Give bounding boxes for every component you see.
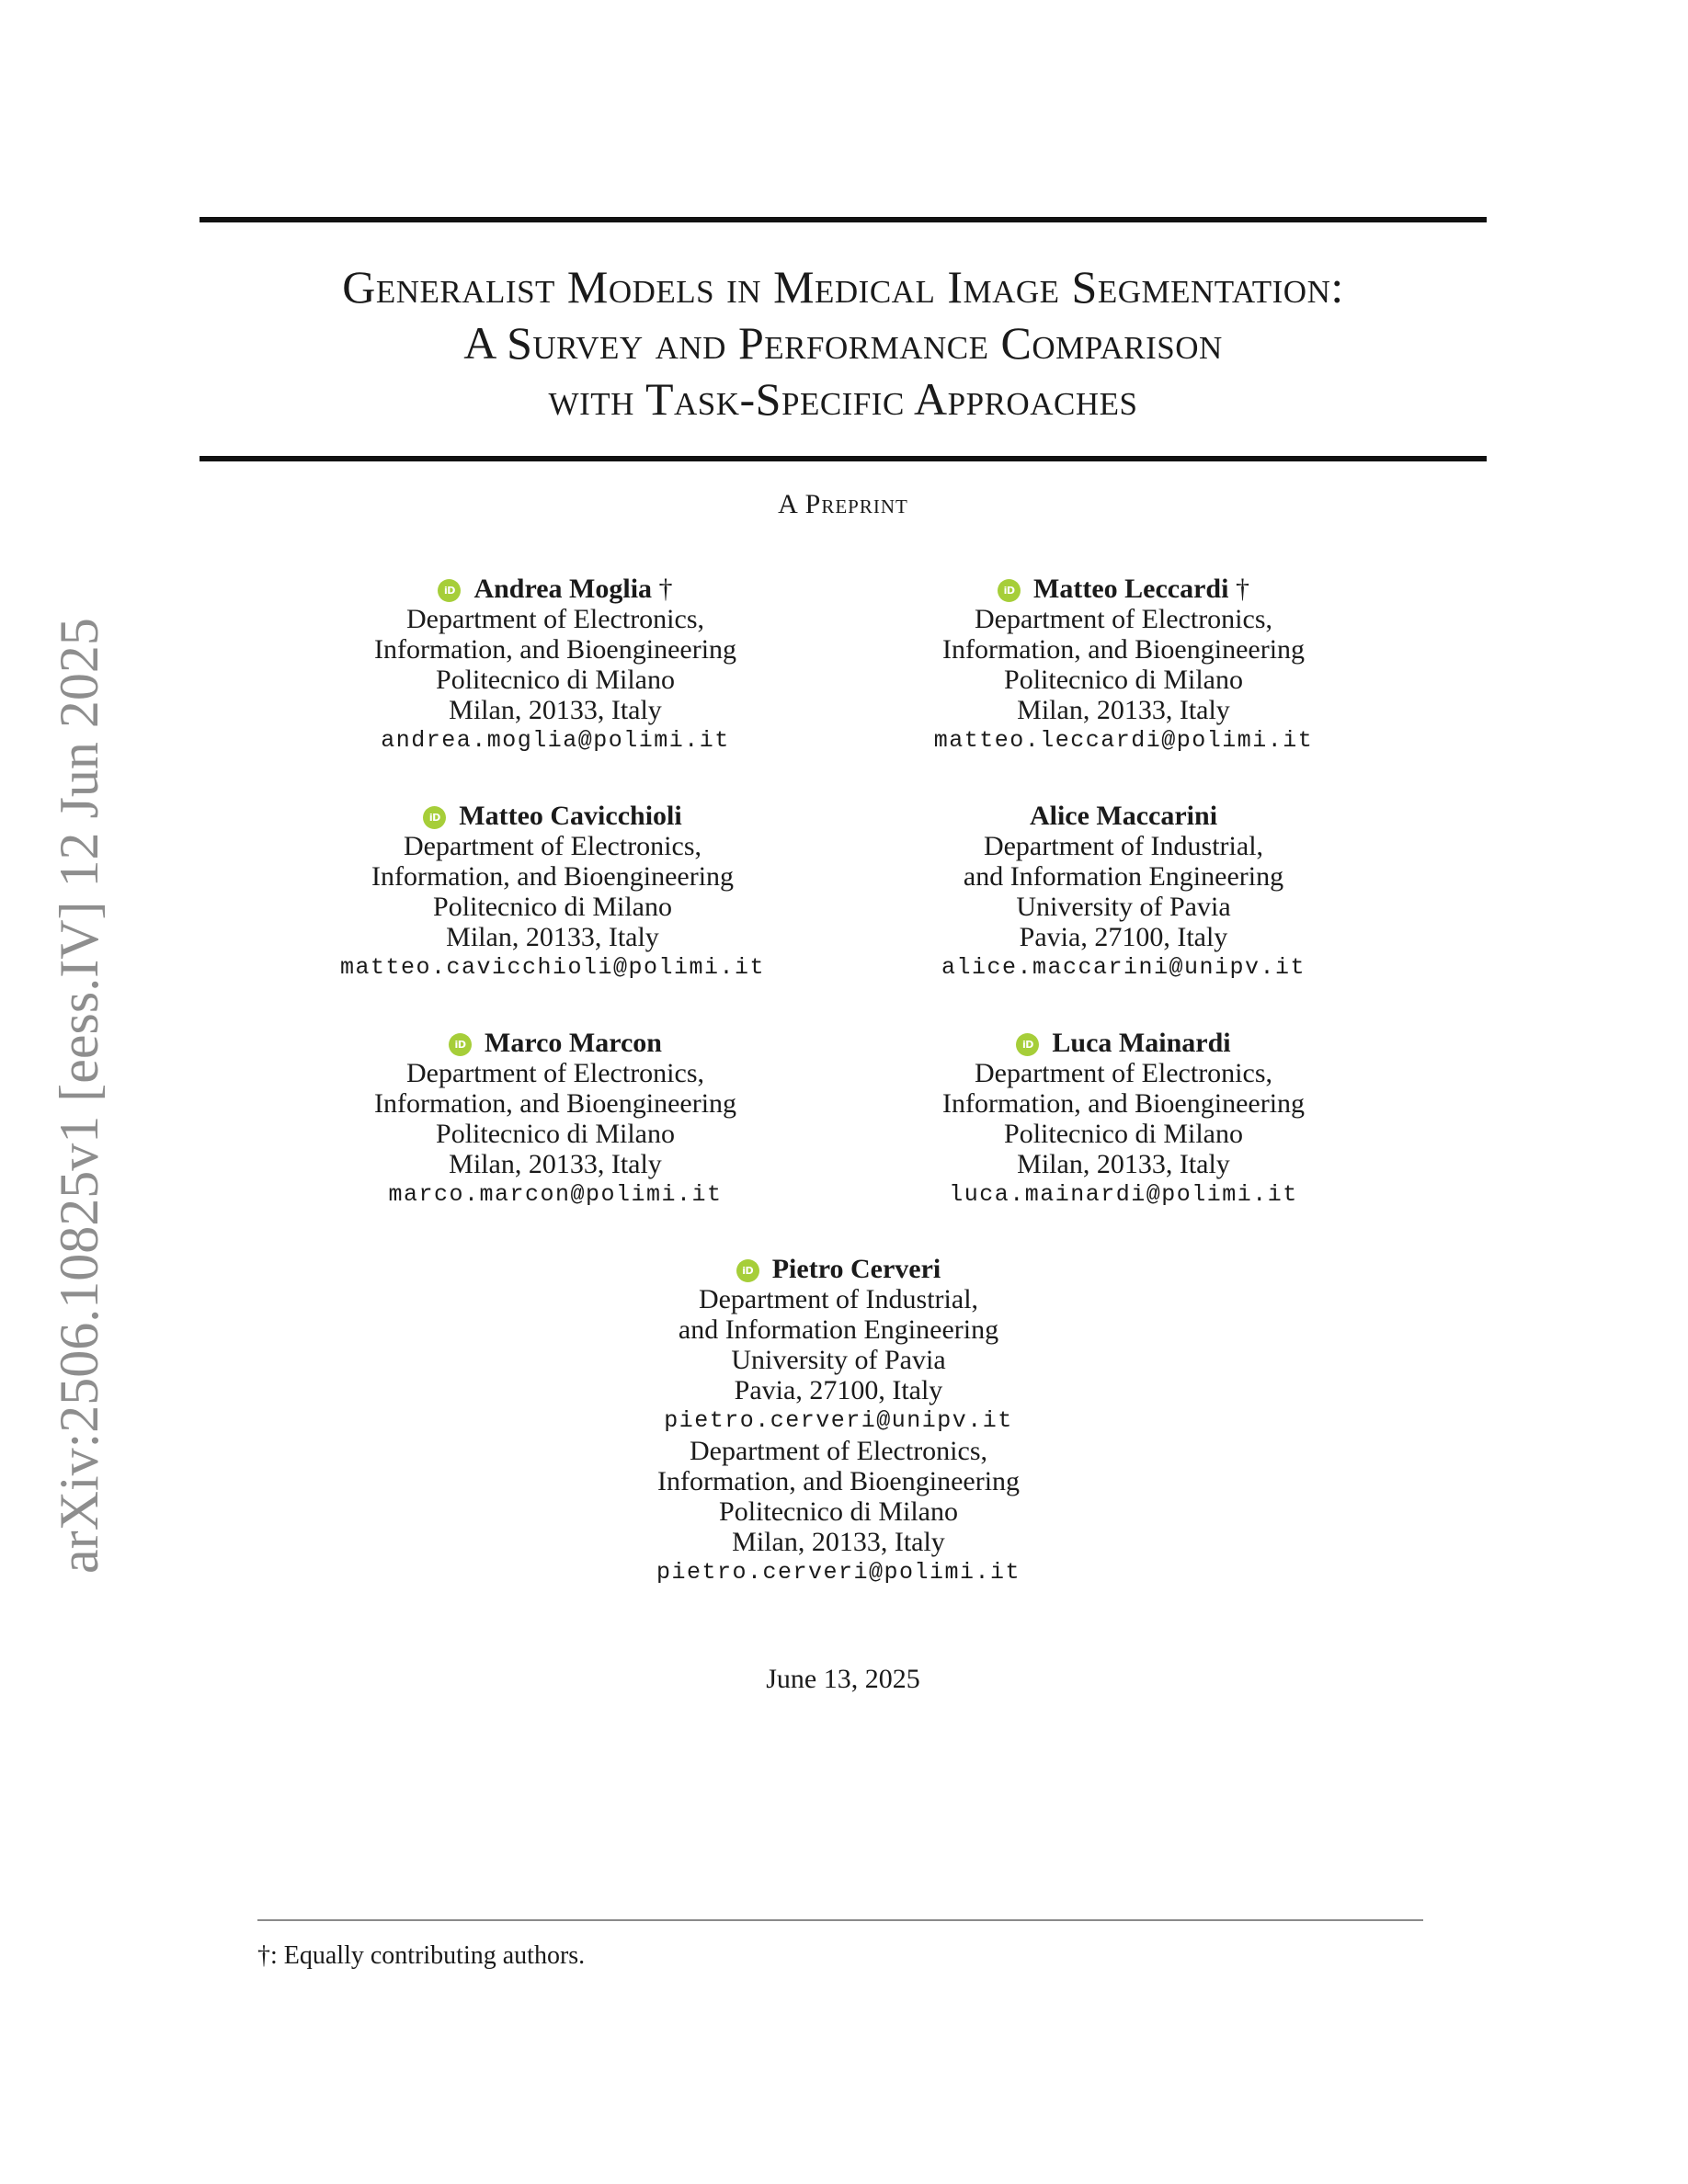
author-email[interactable]: pietro.cerveri@unipv.it: [664, 1407, 1013, 1434]
orcid-icon[interactable]: iD: [998, 579, 1021, 602]
orcid-icon[interactable]: iD: [423, 806, 446, 829]
title-rule-bottom: [200, 456, 1487, 461]
equal-contribution-mark: †: [658, 574, 673, 604]
affiliation-line: Politecnico di Milano: [719, 1496, 958, 1527]
footnote: †: Equally contributing authors.: [257, 1941, 586, 1970]
affiliation-line: Milan, 20133, Italy: [1017, 695, 1230, 725]
affiliation-line: Information, and Bioengineering: [941, 1088, 1306, 1119]
affiliation-line: Department of Electronics,: [405, 1058, 705, 1088]
affiliation-line: Department of Industrial,: [983, 831, 1264, 861]
affiliation-line: Politecnico di Milano: [436, 1119, 675, 1149]
author-block-moglia: [298, 574, 813, 756]
affiliation-line: Milan, 20133, Italy: [1017, 1149, 1230, 1179]
author-email[interactable]: alice.maccarini@unipv.it: [941, 954, 1306, 981]
orcid-icon[interactable]: iD: [736, 1259, 759, 1282]
affiliation-line: Milan, 20133, Italy: [449, 695, 662, 725]
affiliation-line: Politecnico di Milano: [433, 892, 672, 922]
author-email[interactable]: andrea.moglia@polimi.it: [381, 727, 730, 754]
publication-date: June 13, 2025: [766, 1664, 920, 1694]
affiliation-line: Information, and Bioengineering: [373, 634, 737, 665]
affiliation-line: Department of Electronics,: [405, 604, 705, 634]
affiliation-line: University of Pavia: [1016, 892, 1231, 922]
author-email[interactable]: matteo.cavicchioli@polimi.it: [339, 954, 766, 981]
author-name: Matteo Leccardi: [1033, 574, 1229, 604]
affiliation-line: Politecnico di Milano: [436, 665, 675, 695]
orcid-icon[interactable]: iD: [449, 1033, 472, 1056]
author-email[interactable]: matteo.leccardi@polimi.it: [933, 727, 1314, 754]
affiliation-line: Milan, 20133, Italy: [446, 922, 659, 952]
author-name: Matteo Cavicchioli: [459, 801, 682, 831]
affiliation-line: Information, and Bioengineering: [656, 1466, 1021, 1496]
affiliation-line: Department of Industrial,: [698, 1284, 979, 1314]
affiliation-line: and Information Engineering: [963, 861, 1284, 892]
affiliation-line: Politecnico di Milano: [1004, 1119, 1243, 1149]
equal-contribution-mark: †: [1235, 574, 1249, 604]
affiliation-line: and Information Engineering: [678, 1314, 999, 1345]
author-email[interactable]: pietro.cerveri@polimi.it: [656, 1559, 1021, 1586]
affiliation-line: Milan, 20133, Italy: [449, 1149, 662, 1179]
author-email[interactable]: luca.mainardi@polimi.it: [949, 1181, 1298, 1208]
preprint-label: A Preprint: [778, 489, 908, 519]
author-block-cavicchioli: [295, 801, 810, 983]
affiliation-line: Pavia, 27100, Italy: [734, 1375, 943, 1405]
author-block-cerveri: [581, 1254, 1096, 1587]
author-block-marcon: [298, 1028, 813, 1210]
author-name: Pietro Cerveri: [771, 1254, 941, 1284]
affiliation-line: Milan, 20133, Italy: [732, 1527, 945, 1557]
author-name: Luca Mainardi: [1052, 1028, 1231, 1058]
title-line: with Task-Specific Approaches: [548, 373, 1138, 425]
affiliation-line: University of Pavia: [731, 1345, 946, 1375]
orcid-icon[interactable]: iD: [438, 579, 461, 602]
author-block-maccarini: [866, 801, 1381, 983]
title-rule-top: [200, 217, 1487, 222]
affiliation-line: Department of Electronics,: [974, 604, 1273, 634]
arxiv-identifier: arXiv:2506.10825v1 [eess.IV] 12 Jun 2025: [49, 618, 109, 1574]
author-email[interactable]: marco.marcon@polimi.it: [388, 1181, 723, 1208]
orcid-icon[interactable]: iD: [1016, 1033, 1039, 1056]
affiliation-line: Department of Electronics,: [403, 831, 702, 861]
affiliation-line: Pavia, 27100, Italy: [1019, 922, 1228, 952]
affiliation-line: Politecnico di Milano: [1004, 665, 1243, 695]
affiliation-line: Department of Electronics,: [974, 1058, 1273, 1088]
affiliation-line: Information, and Bioengineering: [941, 634, 1306, 665]
affiliation-line: Department of Electronics,: [689, 1436, 988, 1466]
title-line: Generalist Models in Medical Image Segmentation:: [342, 261, 1344, 313]
author-block-mainardi: [866, 1028, 1381, 1210]
footnote-rule: [257, 1919, 1423, 1921]
affiliation-line: Information, and Bioengineering: [373, 1088, 737, 1119]
affiliation-line: Information, and Bioengineering: [371, 861, 735, 892]
author-name: Andrea Moglia: [473, 574, 653, 604]
author-name: Alice Maccarini: [1029, 801, 1218, 831]
author-name: Marco Marcon: [485, 1028, 662, 1058]
paper-title: [200, 259, 1487, 427]
author-block-leccardi: [866, 574, 1381, 756]
title-line: A Survey and Performance Comparison: [463, 317, 1223, 369]
